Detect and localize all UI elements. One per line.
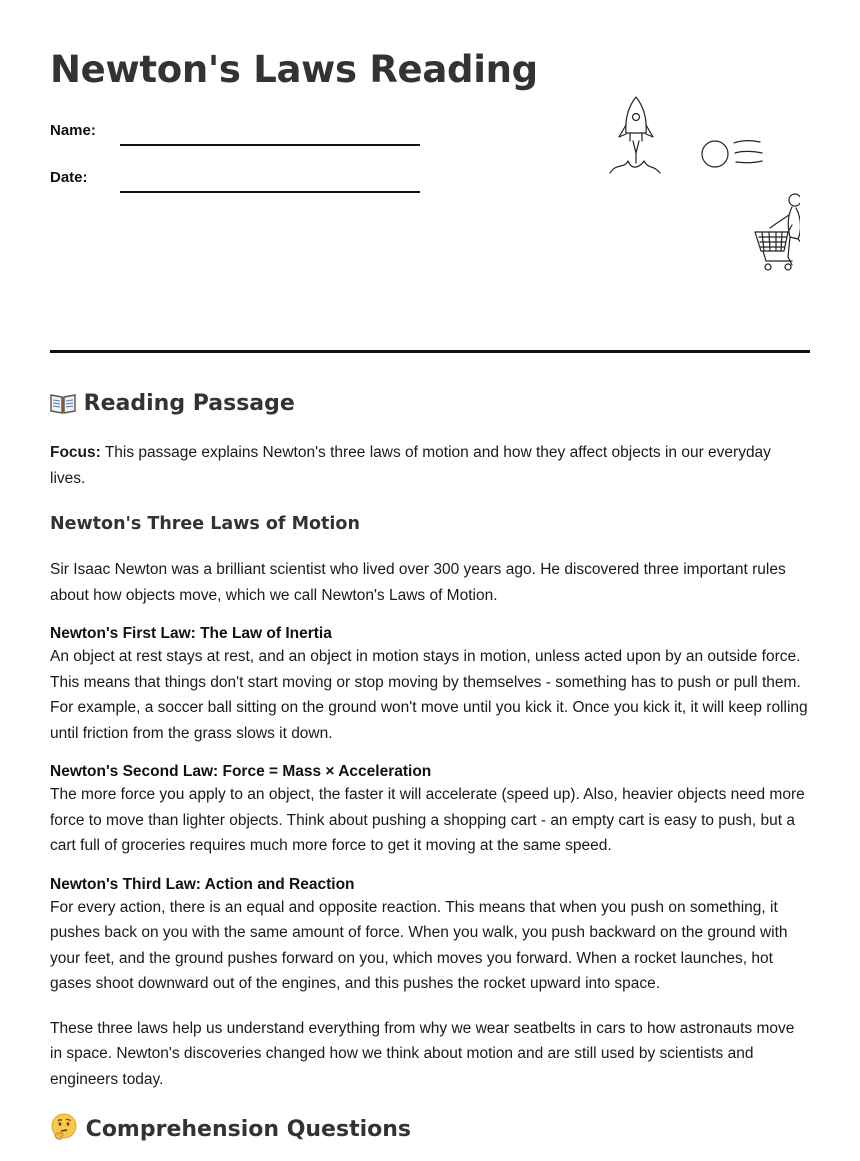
focus-paragraph	[50, 440, 808, 491]
third-law-text: For every action, there is an equal and opposite reaction. This means that when you push on something, it pushes back on you with the same amount of force. When you walk, you push backward on the ground with your feet, and the ground pushes forward on you, which moves you forward. When a rocket launches, hot gases shoot downward out of the engines, and this pushes the rocket upward into space.	[50, 898, 788, 992]
shopping-cart-person-icon	[755, 194, 800, 270]
intro-paragraph: Sir Isaac Newton was a brilliant scientist who lived over 300 years ago. He discovered three important rules about how objects move, which we call Newton's Laws of Motion.	[50, 561, 786, 604]
third-law	[50, 874, 808, 997]
page-title: Newton's Laws Reading	[50, 48, 538, 91]
comprehension-questions-heading-text: Comprehension Questions	[85, 1117, 411, 1142]
thinking-face-icon	[50, 1111, 78, 1159]
second-law-text: The more force you apply to an object, the faster it will accelerate (speed up). Also, heavier objects need more force to move than lighter objects. Think about pushing a shopping cart - an empty cart is easy to push, but a cart full of groceries requires much more force to get it moving at the same speed.	[50, 786, 805, 854]
date-label: Date:	[50, 169, 88, 186]
name-write-line[interactable]	[120, 144, 420, 146]
first-law-text: An object at rest stays at rest, and an object in motion stays in motion, unless acted upon by an outside force. This means that things don't start moving or stop moving by themselves - something has to push or pull them. For example, a soccer ball sitting on the ground won't move until you kick it. Once you kick it, it will keep rolling until friction from the grass slows it down.	[50, 648, 808, 742]
name-field[interactable]	[50, 122, 422, 152]
reading-passage-heading-text: Reading Passage	[83, 391, 295, 416]
header-illustration	[530, 45, 800, 335]
name-label: Name:	[50, 122, 96, 139]
open-book-icon	[50, 384, 76, 432]
date-write-line[interactable]	[120, 191, 420, 193]
rocket-icon	[610, 97, 660, 173]
worksheet-header	[50, 0, 810, 352]
reading-passage-heading	[50, 380, 808, 428]
closing-paragraph: These three laws help us understand everything from why we wear seatbelts in cars to how astronauts move in space. Newton's discoveries changed how we think about motion and are still used by scientists and engineers today.	[50, 1019, 795, 1088]
header-divider	[50, 350, 810, 353]
third-law-title: Newton's Third Law: Action and Reaction	[50, 875, 355, 893]
laws-subheading: Newton's Three Laws of Motion	[50, 514, 360, 534]
second-law	[50, 761, 808, 859]
focus-text: This passage explains Newton's three laws of motion and how they affect objects in our everyday lives.	[50, 444, 771, 487]
reading-content	[50, 380, 808, 1154]
ball-icon	[702, 141, 762, 167]
focus-label: Focus:	[50, 444, 101, 461]
first-law-title: Newton's First Law: The Law of Inertia	[50, 625, 332, 642]
date-field[interactable]	[50, 169, 422, 199]
first-law	[50, 623, 808, 746]
second-law-title: Newton's Second Law: Force = Mass × Acceleration	[50, 763, 432, 780]
comprehension-questions-heading	[50, 1106, 808, 1154]
